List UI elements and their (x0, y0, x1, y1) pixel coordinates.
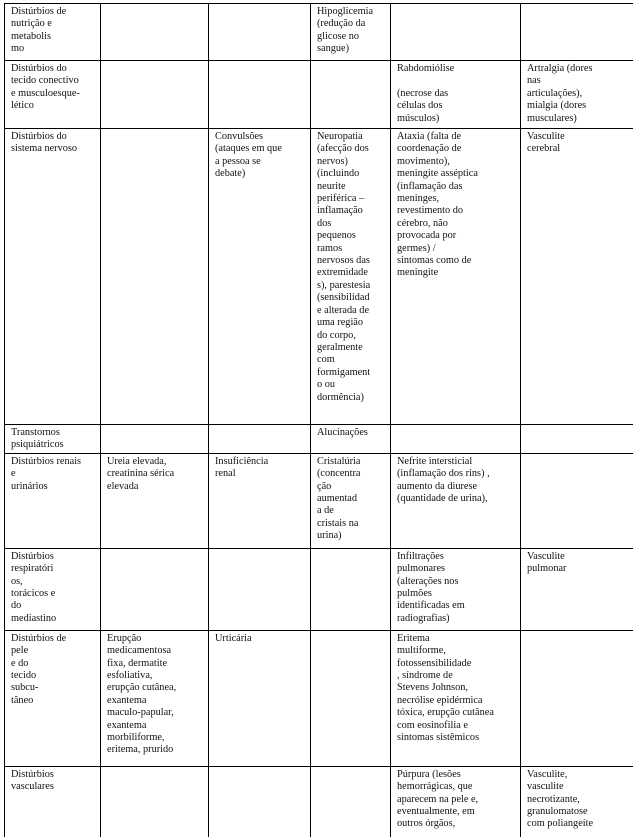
table-cell: Convulsões (ataques em que a pessoa se debate) (209, 129, 311, 425)
table-cell: Rabdomiólise (necrose das células dos músculos) (391, 61, 521, 129)
table-cell (311, 548, 391, 630)
table-cell (101, 4, 209, 61)
table-row (5, 766, 634, 837)
system-cell: Distúrbios respiratóri os, torácicos e do mediastino (5, 548, 101, 630)
table-row (5, 630, 634, 766)
table-cell (101, 548, 209, 630)
table-cell: Erupção medicamentosa fixa, dermatite esfoliativa, erupção cutânea, exantema maculo-papular, exantema morbiliforme, eritema, prurido (101, 630, 209, 766)
document-page (4, 3, 633, 837)
table-cell: Vasculite pulmonar (521, 548, 634, 630)
table-cell: Púrpura (lesões hemorrágicas, que aparecem na pele e, eventualmente, em outros órgãos, (391, 766, 521, 837)
adverse-reactions-table (4, 3, 633, 837)
table-row (5, 453, 634, 548)
system-cell: Distúrbios de pele e do tecido subcu- tâneo (5, 630, 101, 766)
table-cell (101, 61, 209, 129)
table-cell (521, 4, 634, 61)
table-cell (101, 766, 209, 837)
table-cell: Artralgia (dores nas articulações), mialgia (dores musculares) (521, 61, 634, 129)
table-cell: Eritema multiforme, fotossensibilidade , síndrome de Stevens Johnson, necrólise epidérmica tóxica, erupção cutânea com eosinofilia e sintomas sistêmicos (391, 630, 521, 766)
system-cell: Distúrbios do tecido conectivo e musculoesque- lético (5, 61, 101, 129)
table-cell: Vasculite, vasculite necrotizante, granulomatose com poliangeíte (521, 766, 634, 837)
table-cell: Ureia elevada, creatinina sérica elevada (101, 453, 209, 548)
table-cell (209, 61, 311, 129)
table-row (5, 129, 634, 425)
table-cell: Ataxia (falta de coordenação de movimento), meningite asséptica (inflamação das meninges, revestimento do cérebro, não provocada por germes) / sintomas como de meningite (391, 129, 521, 425)
table-cell (209, 425, 311, 454)
table-cell (311, 61, 391, 129)
table-cell: Neuropatia (afecção dos nervos) (incluindo neurite periférica – inflamação dos pequenos ramos nervosos das extremidade s), parestesia (sensibilidad e alterada de uma região do corpo, geralmente com formigament o ou dormência) (311, 129, 391, 425)
table-row (5, 61, 634, 129)
table-row (5, 548, 634, 630)
table-cell: Infiltrações pulmonares (alterações nos pulmões identificadas em radiografias) (391, 548, 521, 630)
table-cell: Urticária (209, 630, 311, 766)
table-cell (209, 548, 311, 630)
system-cell: Distúrbios renais e urinários (5, 453, 101, 548)
table-cell: Nefrite intersticial (inflamação dos rins) , aumento da diurese (quantidade de urina), (391, 453, 521, 548)
table-cell (391, 4, 521, 61)
table-cell: Vasculite cerebral (521, 129, 634, 425)
table-cell (101, 129, 209, 425)
table-cell (101, 425, 209, 454)
table-cell (521, 453, 634, 548)
table-cell: Insuficiência renal (209, 453, 311, 548)
table-cell (311, 630, 391, 766)
system-cell: Distúrbios vasculares (5, 766, 101, 837)
table-cell: Alucinações (311, 425, 391, 454)
table-cell (521, 425, 634, 454)
table-cell (209, 4, 311, 61)
table-cell: Hipoglicemia (redução da glicose no sangue) (311, 4, 391, 61)
system-cell: Distúrbios de nutrição e metabolis mo (5, 4, 101, 61)
table-cell (209, 766, 311, 837)
table-cell (311, 766, 391, 837)
table-cell (391, 425, 521, 454)
table-cell (521, 630, 634, 766)
table-row (5, 4, 634, 61)
table-cell: Cristalúria (concentra ção aumentad a de cristais na urina) (311, 453, 391, 548)
system-cell: Distúrbios do sistema nervoso (5, 129, 101, 425)
table-row (5, 425, 634, 454)
system-cell: Transtornos psiquiátricos (5, 425, 101, 454)
